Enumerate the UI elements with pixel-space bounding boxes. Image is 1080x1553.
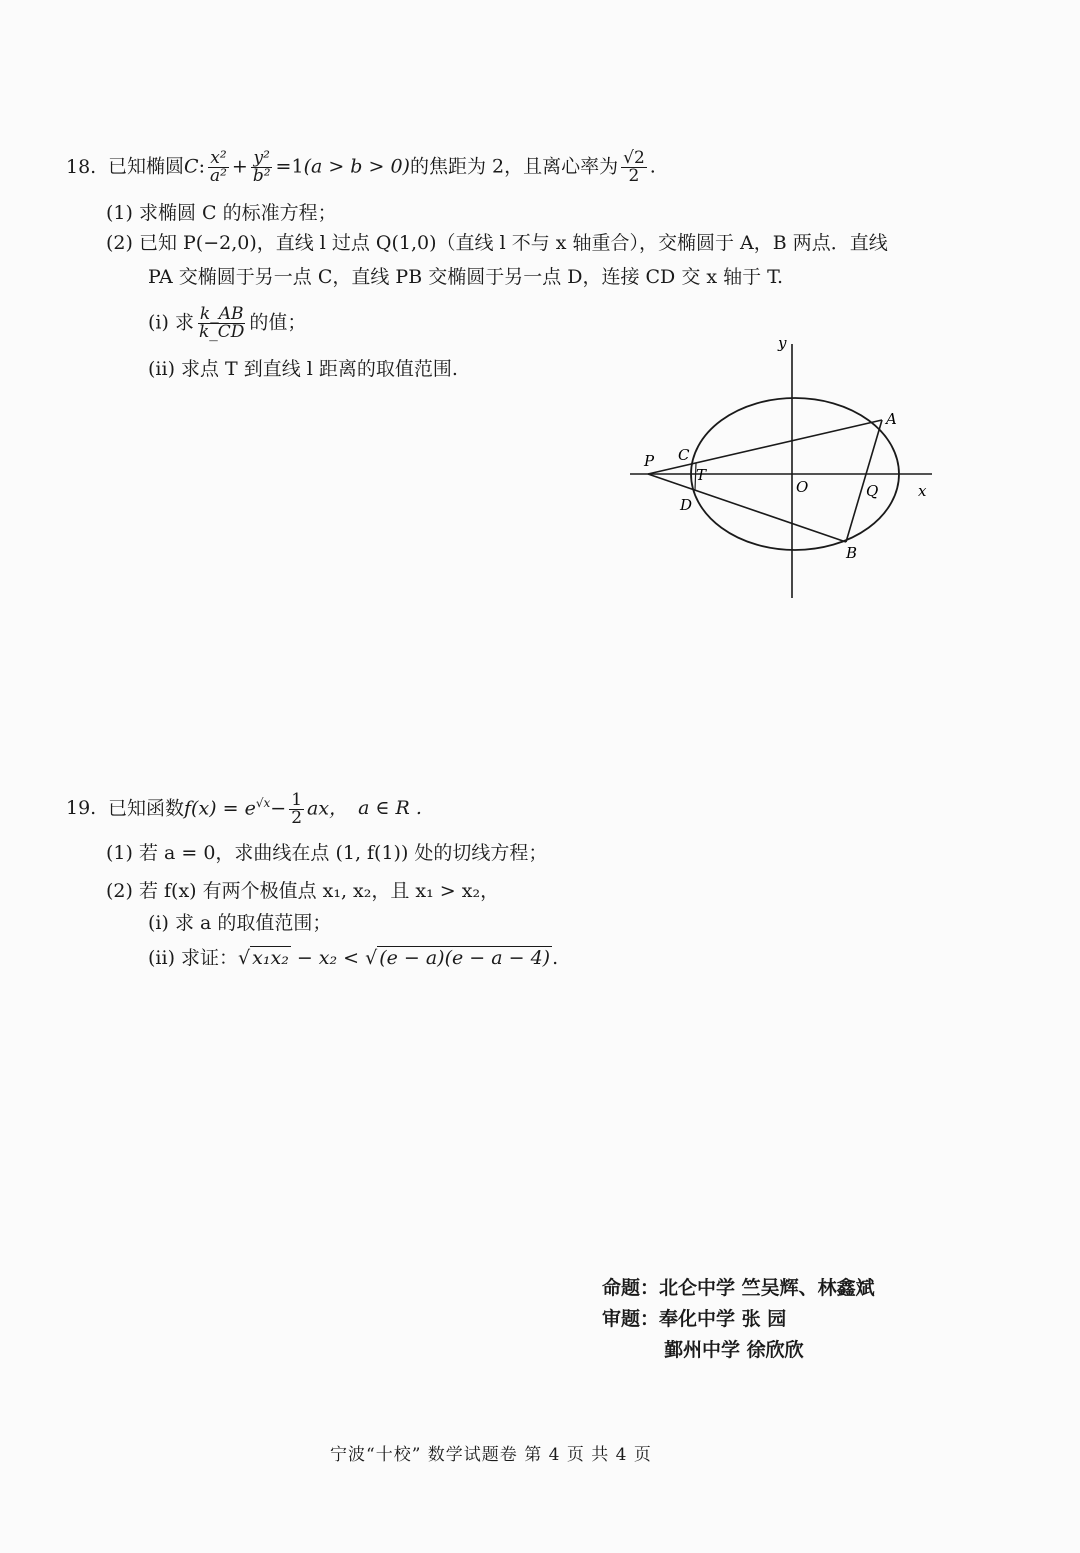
label-A: A	[886, 410, 897, 428]
q18-stem-text-2: 的焦距为 2，且离心率为	[409, 155, 619, 178]
q18-part1: (1) 求椭圆 C 的标准方程；	[106, 202, 337, 224]
line-AB	[846, 420, 882, 542]
half-fraction: $\frac{1}{2}$	[291, 789, 303, 828]
q18-part2-i: (i) 求 $\frac{k\_AB}{k\_CD}$ 的值；	[148, 304, 307, 342]
label-D: D	[680, 496, 693, 514]
label-C: C	[678, 446, 690, 464]
credits-line2: 审题：奉化中学 张 园	[602, 1308, 787, 1330]
q19-part2-ii: (ii) 求证：√ x₁x₂ − x₂ < √ (e − a)(e − a − 4) .	[148, 947, 559, 969]
label-B: B	[846, 544, 858, 562]
line-PB	[648, 474, 846, 542]
y-over-b-fraction: $\frac{\text{y²}}{\text{b²}}$	[252, 148, 271, 186]
q18-part2-line2: PA 交椭圆于另一点 C，直线 PB 交椭圆于另一点 D，连接 CD 交 x 轴于 T.	[148, 266, 784, 288]
q19-part2-i: (i) 求 a 的取值范围；	[148, 912, 332, 934]
ellipse-figure	[620, 330, 950, 610]
label-T: T	[696, 466, 707, 484]
q18-number: 18.	[66, 155, 97, 178]
q19-number: 19.	[66, 797, 97, 820]
q18-stem-text-1: 已知椭圆	[108, 155, 185, 178]
label-y: y	[778, 334, 787, 352]
q18-part2-line1: (2) 已知 P(−2,0)，直线 l 过点 Q(1,0)（直线 l 不与 x 轴重合），交椭圆于 A，B 两点．直线	[106, 232, 888, 254]
label-x: x	[918, 482, 927, 500]
q18-stem: 18. 已知椭圆C: $\frac{\text{x²}}{\text{a²}}$ + $\frac{\text{y²}}{\text{b²}}$ =1(a > b > 0)的焦距为 2，且离心率为 $\frac{√2}{2}$ .	[66, 148, 656, 186]
q19-part1: (1) 若 a = 0，求曲线在点 (1, f(1)) 处的切线方程；	[106, 842, 548, 864]
credits-line1: 命题：北仑中学 竺吴辉、林鑫斌	[602, 1277, 875, 1299]
label-Q: Q	[866, 482, 879, 500]
slope-ratio-fraction: $\frac{k\_AB}{k\_CD}$	[198, 304, 245, 342]
page-footer: 宁波“十校” 数学试题卷 第 4 页 共 4 页	[330, 1445, 652, 1465]
x-over-a-fraction: $\frac{\text{x²}}{\text{a²}}$	[209, 148, 227, 186]
q19-stem: 19. 已知函数$f(x) = e^{√x}-$ $\frac{1}{2}$ ax， a ∈ R .	[66, 789, 422, 828]
q19-part2: (2) 若 f(x) 有两个极值点 x₁, x₂，且 x₁ > x₂，	[106, 880, 500, 902]
credits-line3: 鄞州中学 徐欣欣	[664, 1339, 804, 1361]
label-P: P	[644, 452, 655, 470]
label-O: O	[796, 478, 809, 496]
q18-part2-ii: (ii) 求点 T 到直线 l 距离的取值范围.	[148, 358, 458, 380]
eccentricity-fraction: $\frac{√2}{2}$	[623, 148, 645, 186]
